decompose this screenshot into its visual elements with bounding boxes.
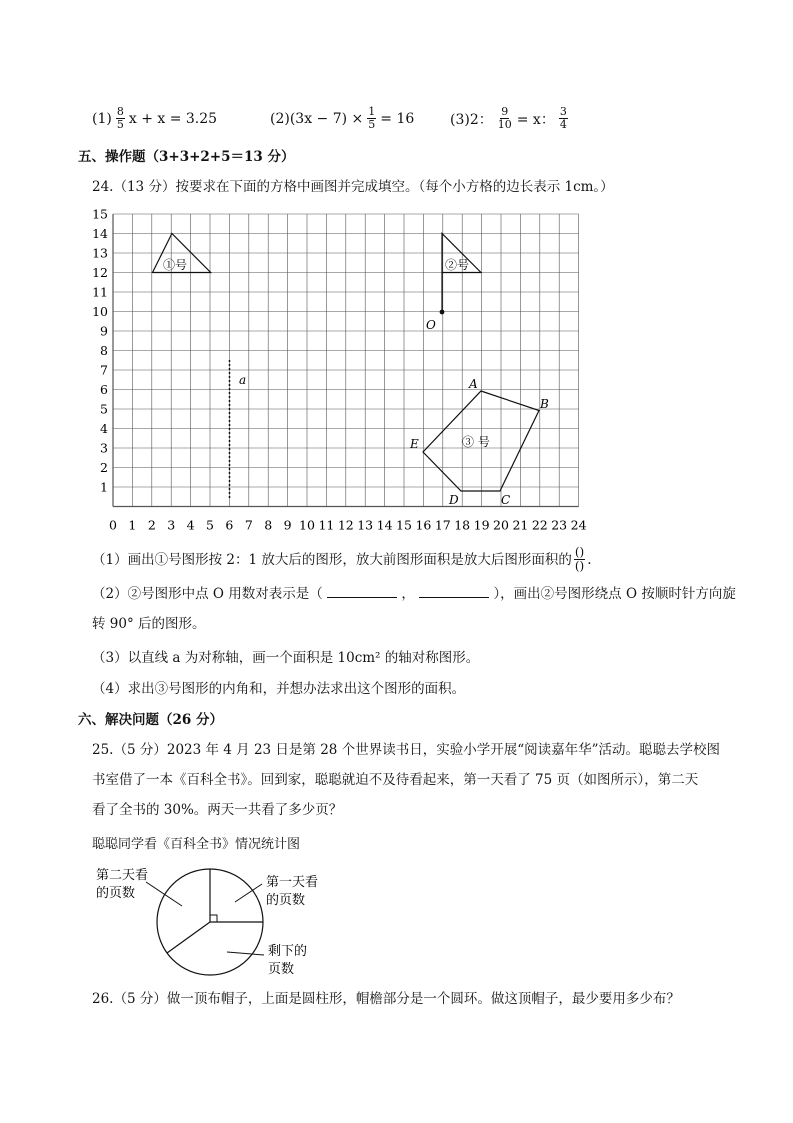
x-tick-label: 14 <box>376 517 393 533</box>
equation-3-fraction-2: $\frac{3}{4}$ <box>559 105 567 131</box>
x-tick-label: 8 <box>264 517 273 533</box>
question-24-stem: 24.（13 分）按要求在下面的方格中画图并完成填空。（每个小方格的边长表示 1cm。） <box>92 179 614 195</box>
sub-2-suffix: ），画出②号图形绕点 O 按顺时针方向旋 <box>493 586 736 602</box>
equation-2 <box>270 106 414 131</box>
y-tick-label: 1 <box>100 479 108 495</box>
right-angle-mark <box>210 915 217 922</box>
label-day2-line-1: 第二天看 <box>96 868 149 883</box>
equation-2-label: (2)(3x − 7) × <box>270 110 364 127</box>
equation-1 <box>92 106 217 131</box>
y-tick-label: 6 <box>100 382 108 397</box>
y-tick-label: 4 <box>100 421 108 436</box>
axis-a-label: a <box>239 373 247 387</box>
equation-3-mid: = x： <box>516 111 555 128</box>
sub-2-prefix: （2）②号图形中点 O 用数对表示是（ <box>92 586 323 602</box>
sub-2-comma: ， <box>401 586 415 602</box>
y-tick-label: 8 <box>100 343 108 358</box>
x-tick-label: 13 <box>357 517 374 533</box>
label-day1-line-2: 的页数 <box>266 893 306 908</box>
x-tick-label: 21 <box>512 517 529 533</box>
shape-2-label: ②号 <box>445 258 470 272</box>
y-tick-label: 10 <box>92 304 108 319</box>
label-rest-line-2: 页数 <box>268 962 295 977</box>
leader-day2 <box>146 882 182 906</box>
x-tick-label: 11 <box>318 517 335 533</box>
shape-3-label: ③ 号 <box>462 435 490 449</box>
point-o-label: O <box>426 318 436 332</box>
label-day2-line-2: 的页数 <box>96 886 136 901</box>
question-24-sub-3: （3）以直线 a 为对称轴，画一个面积是 10cm² 的轴对称图形。 <box>92 650 480 666</box>
y-tick-label: 11 <box>92 284 108 300</box>
coordinate-grid <box>80 200 600 535</box>
point-o-dot <box>440 310 445 315</box>
x-tick-label: 17 <box>434 517 451 533</box>
sub-1-answer-fraction: $\frac{()}{()}$ <box>574 545 585 573</box>
question-24-sub-4: （4）求出③号图形的内角和，并想办法求出这个图形的面积。 <box>92 681 466 697</box>
x-tick-label: 5 <box>206 517 214 533</box>
x-tick-label: 4 <box>186 517 195 533</box>
point-d-label: D <box>449 493 459 507</box>
answer-blank-x[interactable] <box>327 585 397 598</box>
y-tick-label: 9 <box>100 323 108 339</box>
x-tick-label: 3 <box>167 517 176 533</box>
equation-3-fraction: $\frac{9}{10}$ <box>497 105 512 131</box>
pie-divider-lower-left <box>167 922 210 953</box>
question-26: 26.（5 分）做一顶布帽子，上面是圆柱形，帽檐部分是一个圆环。做这顶帽子，最少要用多少布？ <box>92 991 680 1007</box>
x-tick-label: 7 <box>244 517 253 533</box>
section-6-title: 六、解决问题（26 分） <box>78 712 223 728</box>
y-tick-label: 12 <box>92 265 108 280</box>
pie-chart <box>90 862 350 982</box>
x-tick-label: 15 <box>396 517 412 533</box>
equation-1-label: (1) <box>92 110 112 127</box>
question-25-line-3: 看了全书的 30%。两天一共看了多少页？ <box>92 802 343 818</box>
x-tick-label: 6 <box>225 517 234 533</box>
shape-1-label: ①号 <box>163 258 188 272</box>
question-24-sub-2-line-2: 转 90° 后的图形。 <box>92 616 206 632</box>
pie-chart-title: 聪聪同学看《百科全书》情况统计图 <box>92 837 301 852</box>
x-tick-label: 18 <box>454 517 471 533</box>
section-5-title: 五、操作题（3+3+2+5＝13 分） <box>78 149 295 165</box>
x-tick-label: 23 <box>551 517 568 533</box>
y-tick-label: 15 <box>92 206 108 222</box>
label-day1-line-1: 第一天看 <box>266 875 319 890</box>
x-tick-label: 10 <box>299 517 315 533</box>
x-tick-label: 22 <box>531 517 548 533</box>
sub-1-text: （1）画出①号图形按 2：1 放大后的图形，放大前图形面积是放大后图形面积的 <box>92 551 572 568</box>
equation-3 <box>450 106 570 131</box>
y-tick-label: 2 <box>100 460 108 475</box>
x-tick-label: 19 <box>473 517 490 533</box>
point-a-label: A <box>469 377 478 391</box>
equation-2-fraction: $\frac{1}{5}$ <box>368 105 376 131</box>
x-tick-label: 24 <box>570 517 587 533</box>
answer-blank-y[interactable] <box>419 585 489 598</box>
x-tick-label: 2 <box>147 517 156 533</box>
y-axis-labels <box>92 207 108 495</box>
y-tick-label: 13 <box>92 245 108 261</box>
x-tick-label: 1 <box>128 517 137 533</box>
question-25-line-2: 书室借了一本《百科全书》。回到家，聪聪就迫不及待看起来，第一天看了 75 页（如图所示），第二天 <box>92 772 699 788</box>
x-tick-label: 20 <box>493 517 509 533</box>
point-e-label: E <box>410 437 419 451</box>
x-tick-label: 9 <box>283 517 292 533</box>
question-25-line-1: 25.（5 分）2023 年 4 月 23 日是第 28 个世界读书日，实验小学开展“阅读嘉年华”活动。聪聪去学校图 <box>92 742 720 758</box>
point-c-label: C <box>501 493 511 507</box>
x-axis-labels <box>109 518 587 533</box>
equation-3-label: (3)2： <box>450 111 493 128</box>
label-rest-line-1: 剩下的 <box>268 944 308 959</box>
x-tick-label: 16 <box>415 517 432 533</box>
question-24-sub-1 <box>92 546 592 573</box>
sub-1-period: . <box>587 551 592 568</box>
y-tick-label: 7 <box>100 362 108 378</box>
point-b-label: B <box>540 397 549 411</box>
question-24-sub-2 <box>92 585 736 603</box>
x-tick-label: 0 <box>109 517 117 533</box>
y-tick-label: 5 <box>100 401 108 417</box>
equation-2-rest: = 16 <box>380 110 415 127</box>
y-tick-label: 3 <box>100 440 108 456</box>
x-tick-label: 12 <box>337 517 354 533</box>
equation-1-rest: x + x = 3.25 <box>128 110 218 127</box>
y-tick-label: 14 <box>92 226 108 241</box>
equation-1-fraction: $\frac{8}{5}$ <box>116 105 124 131</box>
leader-rest <box>227 952 264 955</box>
